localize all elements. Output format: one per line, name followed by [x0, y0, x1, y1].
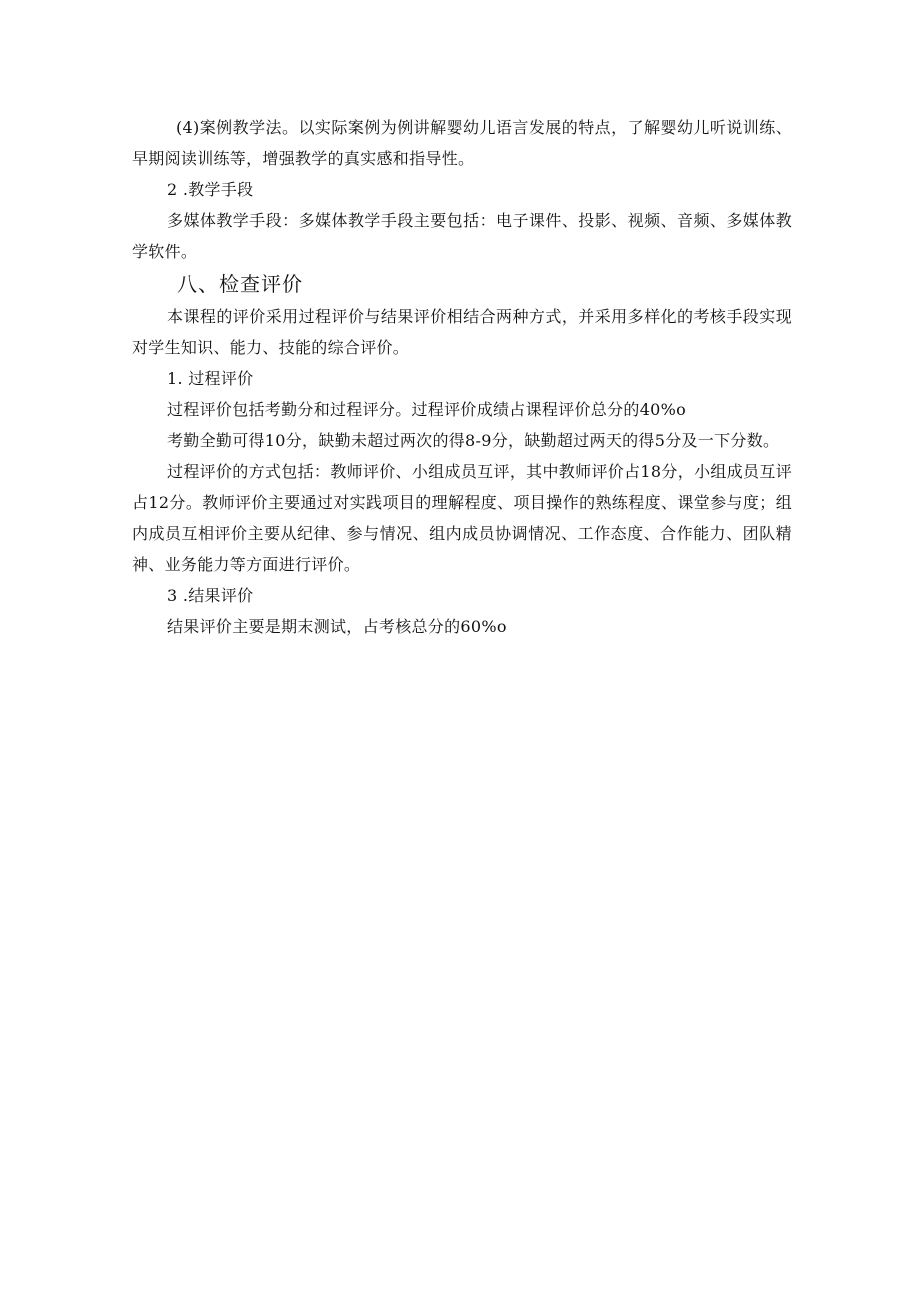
paragraph-evaluation-intro: 本课程的评价采用过程评价与结果评价相结合两种方式，并采用多样化的考核手段实现对学生知识、能力、技能的综合评价。 [132, 307, 792, 357]
item-result-evaluation: 3 .结果评价 [167, 586, 254, 605]
item-process-evaluation: 1. 过程评价 [167, 369, 254, 388]
paragraph-process-score: 过程评价包括考勤分和过程评分。过程评价成绩占课程评价总分的40%o [167, 400, 687, 419]
document-page [132, 112, 792, 642]
paragraph-process-methods: 过程评价的方式包括：教师评价、小组成员互评，其中教师评价占18分，小组成员互评占12分。教师评价主要通过对实践项目的理解程度、项目操作的熟练程度、课堂参与度；组内成员互相评价主要从纪律、参与情况、组内成员协调情况、工作态度、合作能力、团队精神、业务能力等方面进行评价。 [132, 462, 792, 574]
paragraph-attendance: 考勤全勤可得10分，缺勤未超过两次的得8-9分，缺勤超过两天的得5分及一下分数。 [167, 431, 780, 450]
paragraph-case-teaching: (4)案例教学法。以实际案例为例讲解婴幼儿语言发展的特点，了解婴幼儿听说训练、早期阅读训练等，增强教学的真实感和指导性。 [132, 118, 792, 168]
section-heading-evaluation: 八、检查评价 [177, 272, 303, 296]
item-teaching-means: 2 .教学手段 [167, 180, 254, 199]
paragraph-multimedia: 多媒体教学手段：多媒体教学手段主要包括：电子课件、投影、视频、音频、多媒体教学软件。 [132, 211, 792, 261]
paragraph-final-exam: 结果评价主要是期末测试，占考核总分的60%o [167, 617, 507, 636]
